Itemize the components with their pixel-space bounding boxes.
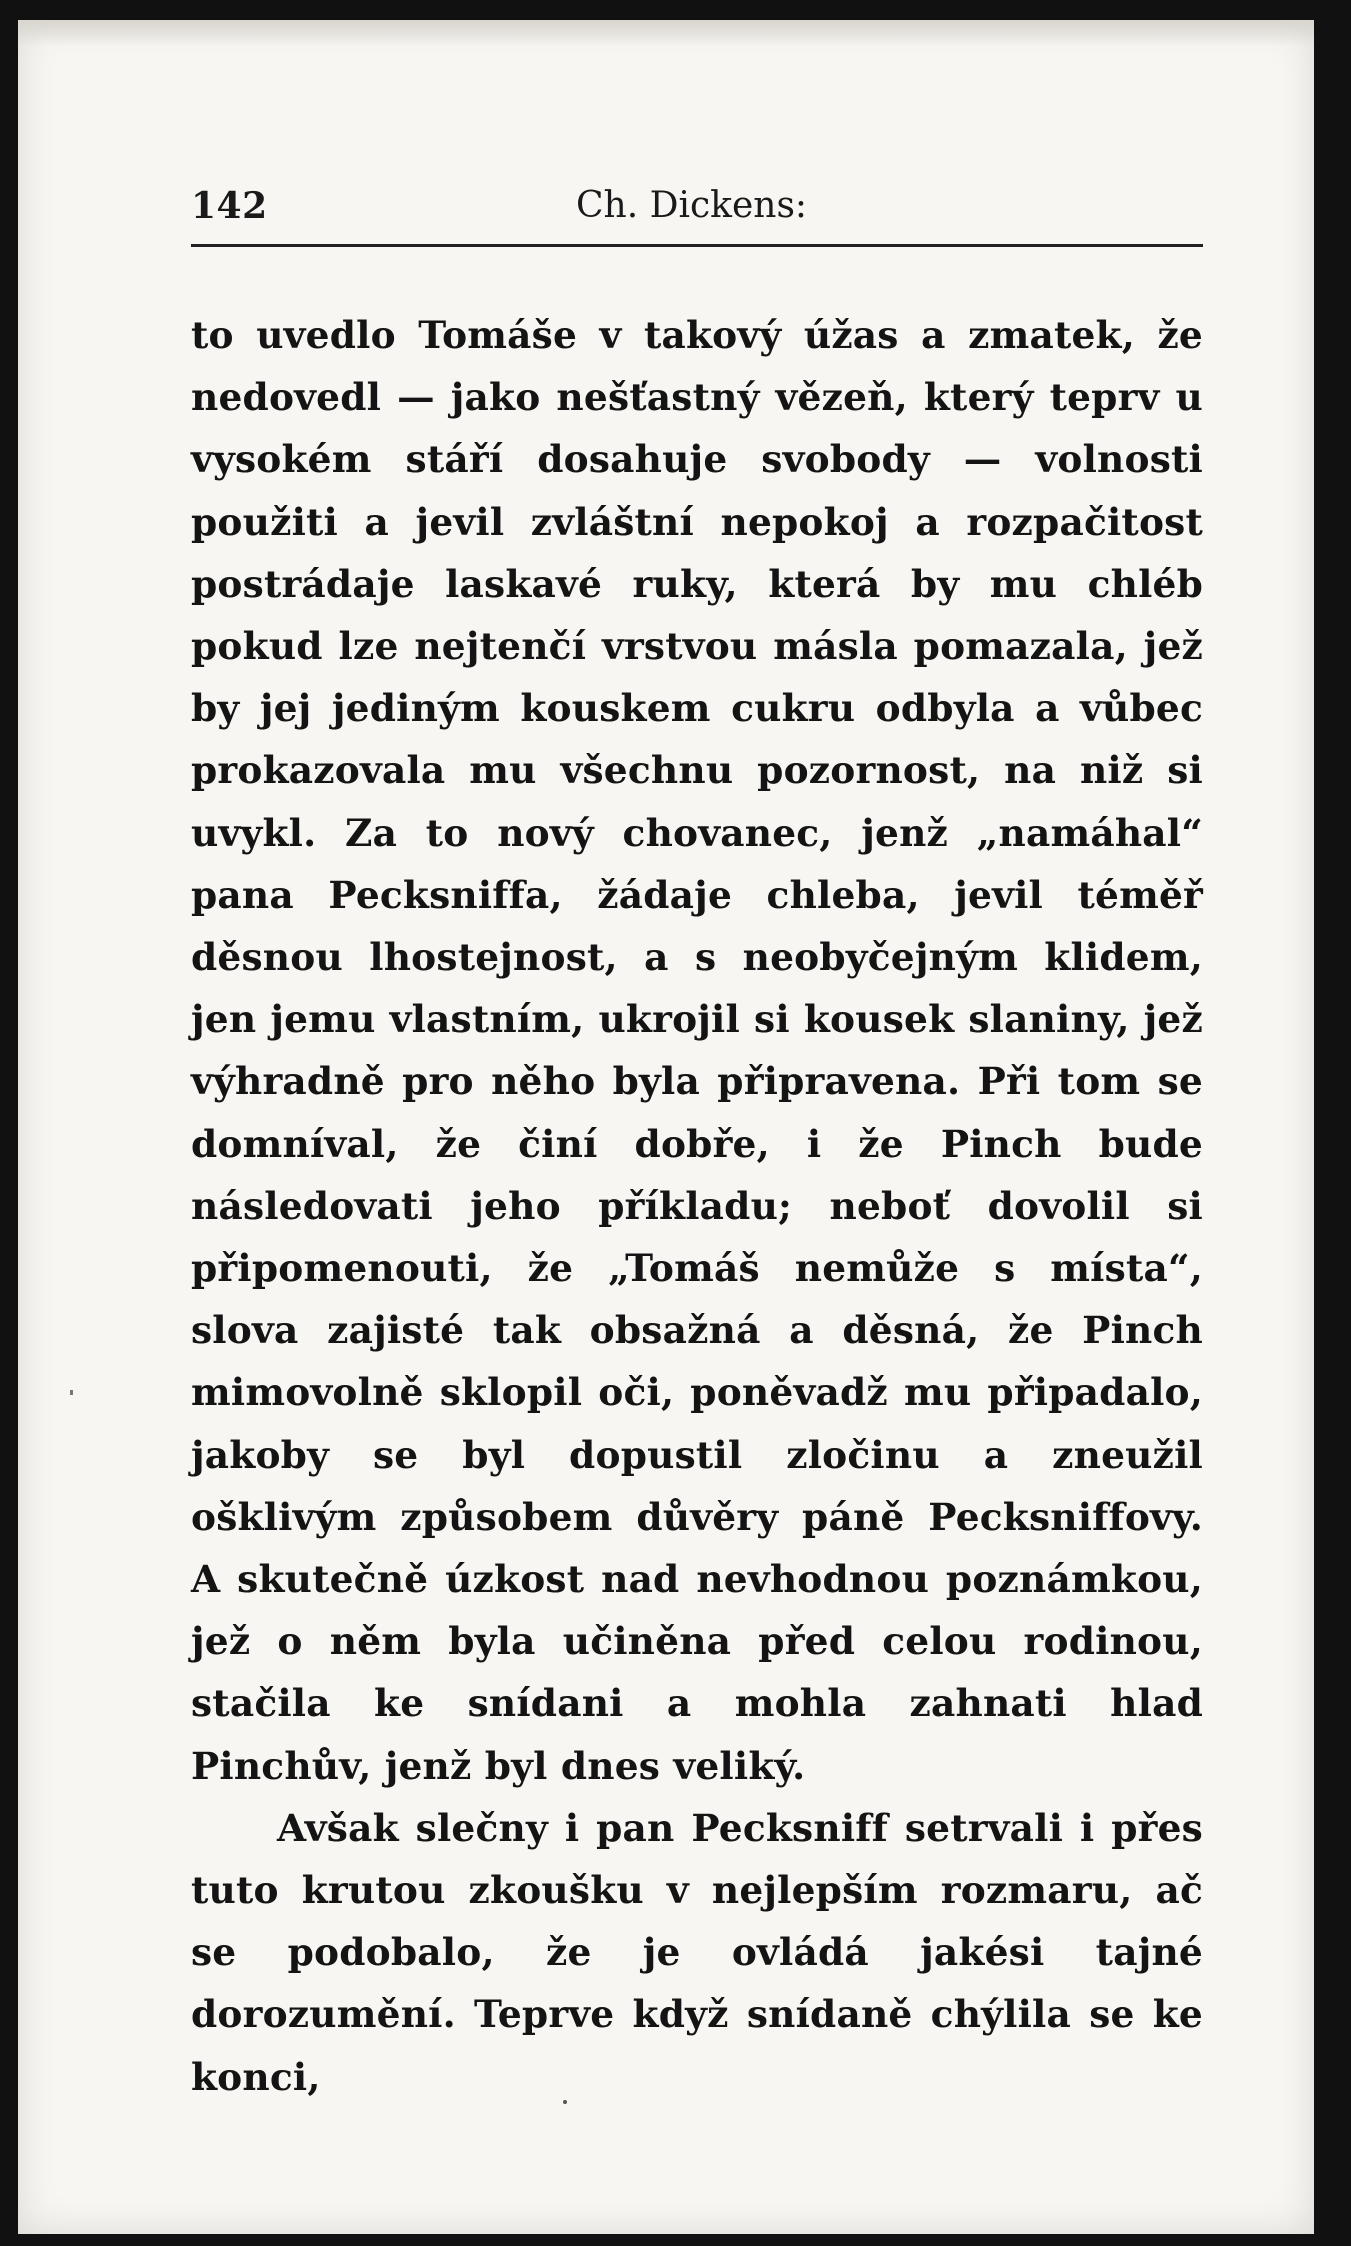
body-text: [191, 304, 1203, 2108]
scan-edge: [18, 20, 1314, 46]
page-number: 142: [191, 185, 268, 227]
scan-speck: [563, 2100, 567, 2104]
header-rule: [191, 244, 1203, 247]
running-head: Ch. Dickens:: [576, 185, 808, 226]
page-header: [191, 175, 1203, 235]
book-page: [18, 20, 1314, 2234]
paragraph-2: Avšak slečny i pan Pecksniff setrvali i přes tuto krutou zkoušku v nejlepším rozmaru, ač se podobalo, že je ovládá jakési tajné dorozumění. Teprve když snídaně chýlila se ke konci,: [191, 1805, 1203, 2099]
scan-speck: [70, 1390, 73, 1395]
paragraph-1: to uvedlo Tomáše v takový úžas a zmatek, že nedovedl — jako nešťastný vězeň, který teprv u vysokém stáří dosahuje svobody — volnosti použiti a jevil zvláštní nepokoj a rozpačitost postrádaje laskavé ruky, která by mu chléb pokud lze nejtenčí vrstvou másla pomazala, jež by jej jediným kouskem cukru odbyla a vůbec prokazovala mu všechnu pozornost, na niž si uvykl. Za to nový chovanec, jenž „namáhal“ pana Pecksniffa, žádaje chleba, jevil téměř děsnou lhostejnost, a s neobyčejným klidem, jen jemu vlastním, ukrojil si kousek slaniny, jež výhradně pro něho byla připravena. Při tom se domníval, že činí dobře, i že Pinch bude následovati jeho příkladu; neboť dovolil si připomenouti, že „Tomáš nemůže s místa“, slova zajisté tak obsažná a děsná, že Pinch mimovolně sklopil oči, poněvadž mu připadalo, jakoby se byl dopustil zločinu a zneužil ošklivým způsobem důvěry páně Pecksniffovy. A skutečně úzkost nad nevhodnou poznámkou, jež o něm byla učiněna před celou rodinou, stačila ke snídani a mohla zahnati hlad Pinchův, jenž byl dnes veliký.: [191, 313, 1203, 1788]
